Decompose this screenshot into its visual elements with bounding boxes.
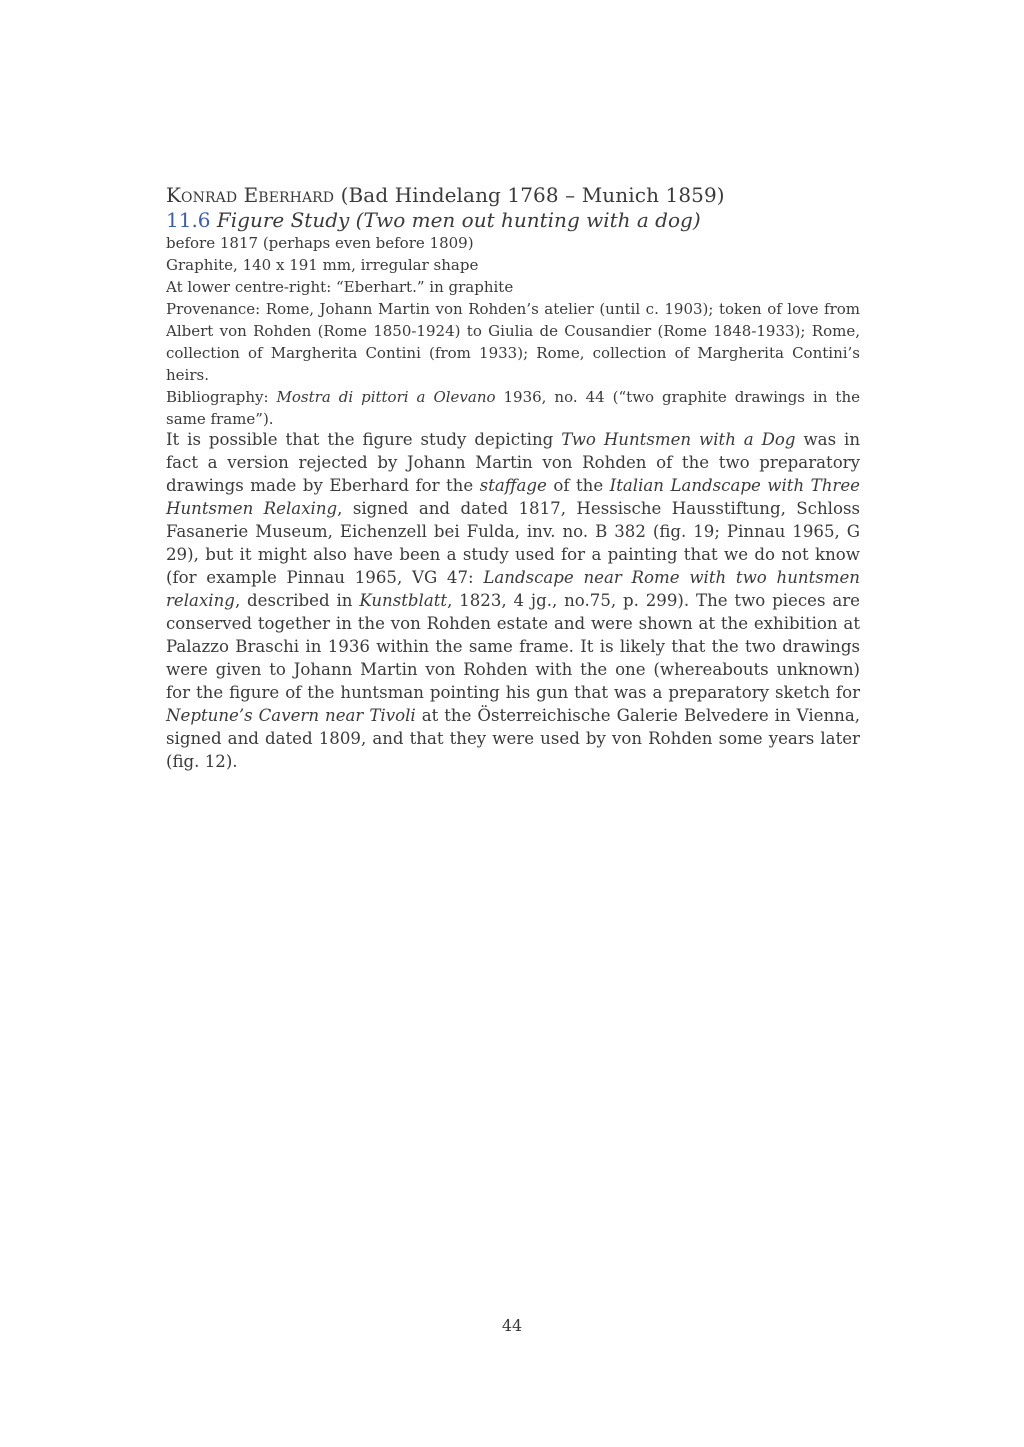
- essay-text: It is possible that the figure study depicting: [166, 430, 562, 449]
- essay-italic: Italian Landscape with Three Huntsmen Relaxing: [166, 476, 860, 518]
- essay-paragraph: [166, 428, 860, 773]
- essay-italic: Landscape near Rome with two huntsmen relaxing: [166, 568, 860, 610]
- essay-text: at the Österreichische Galerie Belvedere in Vienna, signed and dated 1809, and that they were used by von Rohden some years later (fig. 12).: [166, 706, 861, 771]
- essay-text: , 1823, 4 jg., no.75, p. 299). The two pieces are conserved together in the von Rohden estate and were shown at the exhibition at Palazzo Braschi in 1936 within the same frame. It is likely that the two drawings were given to Johann Martin von Rohden with the one (whereabouts unknown) for the figure of the huntsman pointing his gun that was a preparatory sketch for: [166, 591, 861, 702]
- artist-name: Konrad Eberhard: [166, 183, 335, 207]
- artist-life-dates: (Bad Hindelang 1768 – Munich 1859): [340, 183, 725, 207]
- entry-number: 11.6: [166, 208, 211, 232]
- bibliography-rest: 1936, no. 44 (“two graphite drawings in the same frame”).: [166, 388, 860, 428]
- essay-italic: Kunstblatt: [359, 591, 448, 610]
- entry-title-text: Figure Study (Two men out hunting with a dog): [216, 208, 701, 232]
- entry-provenance: Provenance: Rome, Johann Martin von Rohden’s atelier (until c. 1903); token of love from Albert von Rohden (Rome 1850-1924) to Giulia de Cousandier (Rome 1848-1933); Rome, collection of Margherita Contini (from 1933); Rome, collection of Margherita Contini’s heirs.: [166, 300, 860, 384]
- essay-text: was in fact a version rejected by Johann Martin von Rohden of the two preparatory drawings made by Eberhard for the: [166, 430, 861, 495]
- catalog-entry: [166, 182, 860, 430]
- entry-title: [166, 208, 860, 232]
- essay-italic: Neptune’s Cavern near Tivoli: [166, 706, 416, 725]
- artist-heading: [166, 182, 860, 208]
- entry-medium: Graphite, 140 x 191 mm, irregular shape: [166, 256, 479, 274]
- bibliography-title: Mostra di pittori a Olevano: [276, 388, 496, 406]
- entry-inscription: At lower centre-right: “Eberhart.” in graphite: [166, 278, 514, 296]
- page-number: 44: [501, 1316, 523, 1335]
- essay-italic: Two Huntsmen with a Dog: [561, 430, 796, 449]
- essay-text: of the: [546, 476, 610, 495]
- essay-text: , described in: [234, 591, 360, 610]
- entry-bibliography: [166, 386, 860, 430]
- bibliography-label: Bibliography:: [166, 388, 277, 406]
- essay-italic: staffage: [479, 476, 547, 495]
- essay-text: , signed and dated 1817, Hessische Hausstiftung, Schloss Fasanerie Museum, Eichenzell bei Fulda, inv. no. B 382 (fig. 19; Pinnau 1965, G 29), but it might also have been a study used for a painting that we do not know (for example Pinnau 1965, VG 47:: [166, 499, 860, 587]
- entry-date: before 1817 (perhaps even before 1809): [166, 234, 474, 252]
